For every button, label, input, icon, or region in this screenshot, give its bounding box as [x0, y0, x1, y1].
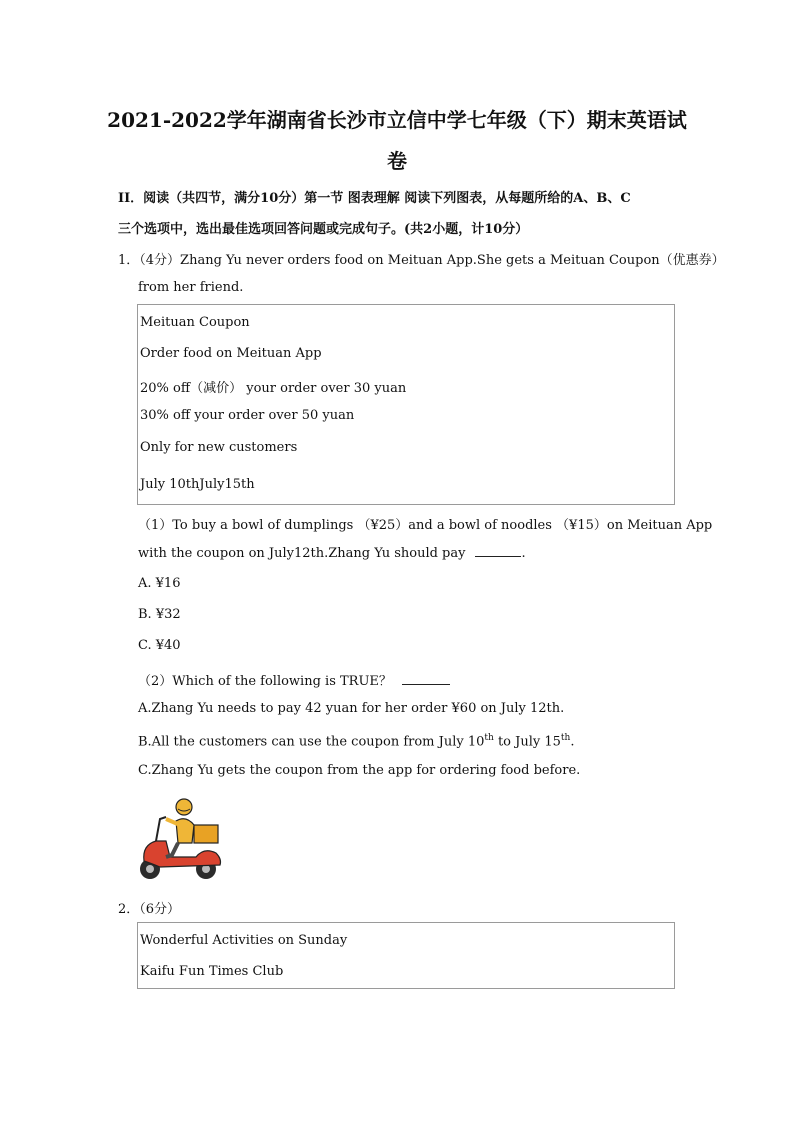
- option-b-text: to July 15: [493, 734, 561, 750]
- activities-line: Wonderful Activities on Sunday: [140, 933, 348, 948]
- q1-intro-line-2: from her friend.: [138, 280, 244, 295]
- option-b-text: B.All the customers can use the coupon from July 10: [138, 734, 485, 750]
- q1-sub1-text: with the coupon on July12th.Zhang Yu should pay: [138, 546, 466, 561]
- page-title-line-2: 卷: [387, 149, 407, 173]
- coupon-box: [137, 304, 675, 505]
- coupon-line: 20% off（减价） your order over 30 yuan: [140, 381, 407, 396]
- coupon-line: July 10thJuly15th: [140, 477, 255, 492]
- q2-label: 2．（6分）: [118, 902, 181, 917]
- superscript: th: [560, 733, 571, 743]
- q1-sub1-line-2: [138, 545, 526, 561]
- q1-sub1-line-1: （1）To buy a bowl of dumplings （¥25）and a bowl of noodles （¥15）on Meituan App: [138, 518, 713, 533]
- coupon-line: 30% off your order over 50 yuan: [140, 408, 355, 423]
- answer-blank[interactable]: [475, 545, 521, 557]
- option-a[interactable]: A. ¥16: [138, 576, 181, 591]
- option-b[interactable]: [138, 733, 574, 749]
- option-b[interactable]: B. ¥32: [138, 607, 181, 622]
- coupon-line: Meituan Coupon: [140, 315, 250, 330]
- q1-sub2-line: [138, 670, 450, 689]
- coupon-line: Only for new customers: [140, 440, 298, 455]
- option-b-text: .: [570, 734, 575, 750]
- superscript: th: [484, 733, 494, 743]
- activities-line: Kaifu Fun Times Club: [140, 964, 284, 979]
- activities-box: [137, 922, 675, 989]
- option-c[interactable]: C. ¥40: [138, 638, 181, 653]
- option-a[interactable]: A.Zhang Yu needs to pay 42 yuan for her order ¥60 on July 12th.: [138, 701, 565, 716]
- q1-intro-line-1: 1．（4分）Zhang Yu never orders food on Meituan App.She gets a Meituan Coupon（优惠券）: [118, 253, 725, 268]
- section-instruction-line-2: 三个选项中，选出最佳选项回答问题或完成句子。(共2小题，计10分）: [118, 222, 529, 237]
- period: .: [521, 546, 526, 561]
- q1-sub2-text: （2）Which of the following is TRUE？: [138, 674, 392, 689]
- section-instruction-line-1: II．阅读（共四节，满分10分）第一节 图表理解 阅读下列图表，从每题所给的A、B、C: [118, 191, 631, 206]
- page-title-line-1: 2021-2022学年湖南省长沙市立信中学七年级（下）期末英语试: [107, 108, 687, 132]
- option-c[interactable]: C.Zhang Yu gets the coupon from the app for ordering food before.: [138, 763, 581, 778]
- answer-blank[interactable]: [402, 673, 450, 685]
- coupon-line: Order food on Meituan App: [140, 346, 322, 361]
- delivery-scooter-illustration: [136, 797, 226, 881]
